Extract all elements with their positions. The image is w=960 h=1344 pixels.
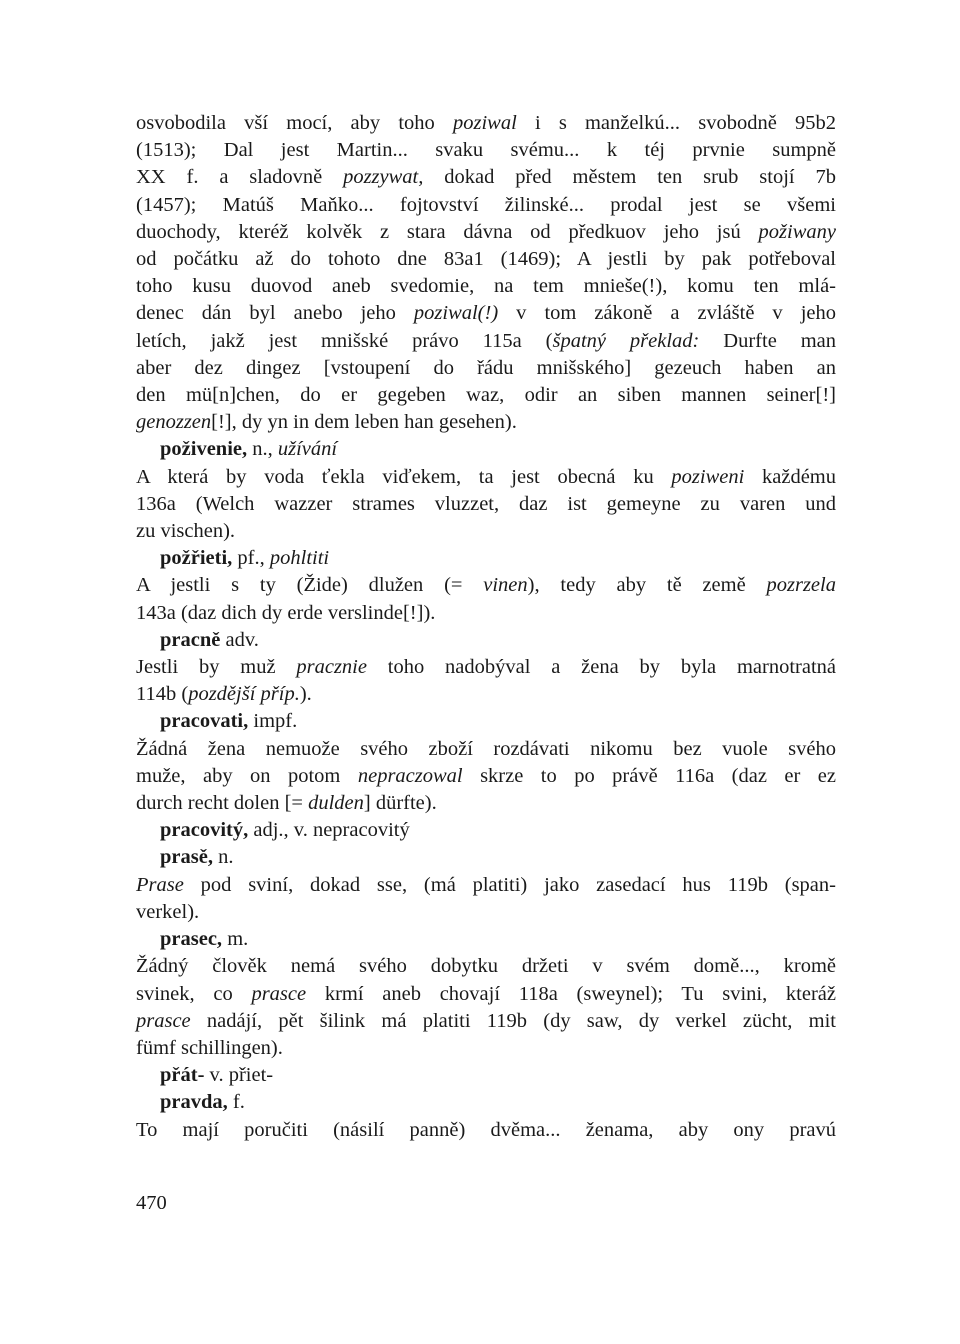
text-run: od počátku až do tohoto dne 83a1 (1469); A jestli by pak potřeboval [136,248,836,271]
italic-text: dulden [308,792,364,815]
text-run: i s manželkú... svobodně 95b2 [516,112,836,134]
text-run: skrze to po právě 116a (daz er ez [462,764,836,787]
text-run: Žádný člověk nemá svého dobytku držeti v svém domě..., kromě [136,955,836,978]
text-run: muže, aby on potom [136,764,358,787]
headword: prasec, [160,928,223,951]
headword: pracovitý, [160,819,249,842]
text-line [136,736,836,763]
italic-text: nepraczowal [357,764,463,787]
entry-head [136,627,836,654]
text-line [136,872,836,899]
italic-text: prasce [136,1009,191,1032]
text-line [136,953,836,980]
text-run: 114b ( [136,683,189,706]
text-line [136,192,836,219]
text-run: nadájí, pět šilink má platiti 119b (dy saw, dy verkel zücht, mit [190,1009,836,1032]
text-run: pod sviní, dokad sse, (má platiti) jako zasedací hus 119b (span- [183,873,836,896]
text-run: adv. [220,628,259,651]
page-number: 470 [136,1192,167,1214]
text-line [136,1035,836,1062]
text-run: Durfte man [699,329,836,352]
text-run: 136a (Welch wazzer strames vluzzet, daz ist gemeyne zu varen und [136,492,836,515]
text-line [136,328,836,355]
italic-text: užívání [277,438,338,461]
text-line [136,899,836,926]
text-run: duochody, kteréž kolvěk z stara dávna od předkuov jeho jsú [136,220,759,243]
text-run: denec dán byl anebo jeho [136,302,414,325]
headword: pracovati, [160,710,249,733]
text-run: dokad před městem ten srub stojí 7b [423,166,836,189]
text-run: v. přiet- [204,1064,274,1087]
text-run: zu vischen). [136,520,236,543]
text-run: (1457); Matúš Maňko... fojtovství žilinské... prodal jest se všemi [136,193,836,216]
text-run: den mü[n]chen, do er gegeben waz, odir an siben mannen seiner[!] [136,384,836,407]
text-run: [!], dy yn in dem leben han gesehen). [211,411,517,434]
text-run: Žádná žena nemuože svého zboží rozdávati nikomu bez vuole svého [136,737,836,760]
text-run: Jestli by muž [136,656,297,679]
text-run: toho nadobýval a žena by byla marnotratná [366,656,836,679]
text-run: verkel). [136,900,200,923]
text-line [136,219,836,246]
text-run: toho kusu duovod aneb svedomie, na tem mnieše(!), komu ten mlá- [136,275,836,298]
text-run: ). [299,683,312,706]
text-line [136,600,836,627]
italic-text: poziwal [452,112,517,134]
text-line [136,382,836,409]
text-run: n. [212,846,234,869]
italic-text: prasce [251,982,307,1005]
entry-head [136,1062,836,1089]
text-line [136,300,836,327]
text-line [136,518,836,545]
italic-text: poziweni [671,465,745,488]
italic-text: pozzywat, [343,166,424,189]
text-run: pf., [232,547,270,570]
headword: poživenie, [160,438,248,461]
text-run: v tom zákoně a zvláště v jeho [498,302,836,325]
italic-text: pohltiti [269,547,330,570]
text-run: n., [247,438,278,461]
text-line [136,355,836,382]
text-run: svinek, co [136,982,252,1005]
text-run: adj., v. nepracovitý [248,819,410,842]
italic-text: požiwany [758,220,836,243]
text-run: m. [222,928,249,951]
headword: pracně [160,628,221,651]
text-line [136,763,836,790]
headword: přát- [160,1064,205,1087]
text-line [136,164,836,191]
italic-text: špatný překlad: [552,329,700,352]
text-line [136,491,836,518]
dictionary-page [136,110,836,1144]
text-line [136,1008,836,1035]
entry-head [136,817,836,844]
text-run: A jestli s ty (Žide) dlužen (= [136,574,484,597]
text-line [136,110,836,137]
italic-text: pozrzela [766,574,836,597]
text-line [136,981,836,1008]
text-run: A která by voda ťekla viďekem, ta jest obecná ku [136,465,672,488]
italic-text: pozdější příp. [188,683,300,706]
text-line [136,654,836,681]
text-line [136,464,836,491]
text-run: každému [744,465,837,488]
italic-text: vinen [483,574,528,597]
entry-head [136,708,836,735]
text-run: f. [227,1091,245,1114]
text-line [136,137,836,164]
text-line [136,409,836,436]
entry-head [136,1089,836,1116]
text-line [136,246,836,273]
text-line [136,572,836,599]
text-line [136,1117,836,1144]
text-run: (1513); Dal jest Martin... svaku svému... k téj prvnie sumpně [136,139,836,162]
italic-text: pracznie [296,656,367,679]
headword: pravda, [160,1091,228,1114]
text-run: 143a (daz dich dy erde verslinde[!]). [136,601,436,624]
text-line [136,681,836,708]
text-run: durch recht dolen [= [136,792,309,815]
text-line [136,273,836,300]
text-run: XX f. a sladovně [136,166,344,189]
text-run: aber dez dingez [vstoupení do řádu mnišského] gezeuch haben an [136,356,836,379]
entry-head [136,926,836,953]
text-run: krmí aneb chovají 118a (sweynel); Tu svini, kteráž [306,982,836,1005]
italic-text: genozzen [136,411,212,434]
italic-text: poziwal(!) [413,302,499,325]
entry-head [136,545,836,572]
entry-head [136,436,836,463]
headword: požřieti, [160,547,233,570]
entry-head [136,844,836,871]
text-run: ] dürfte). [363,792,437,815]
text-run: letích, jakž jest mnišské právo 115a ( [136,329,553,352]
text-run: osvobodila vší mocí, aby toho [136,112,453,134]
text-run: ), tedy aby tě země [527,574,767,597]
headword: prasě, [160,846,213,869]
text-run: impf. [248,710,298,733]
text-run: To mají poručiti (násilí panně) dvěma... ženama, aby ony pravú [136,1118,836,1141]
text-line [136,790,836,817]
text-run: fümf schillingen). [136,1036,283,1059]
italic-text: Prase [136,873,184,896]
